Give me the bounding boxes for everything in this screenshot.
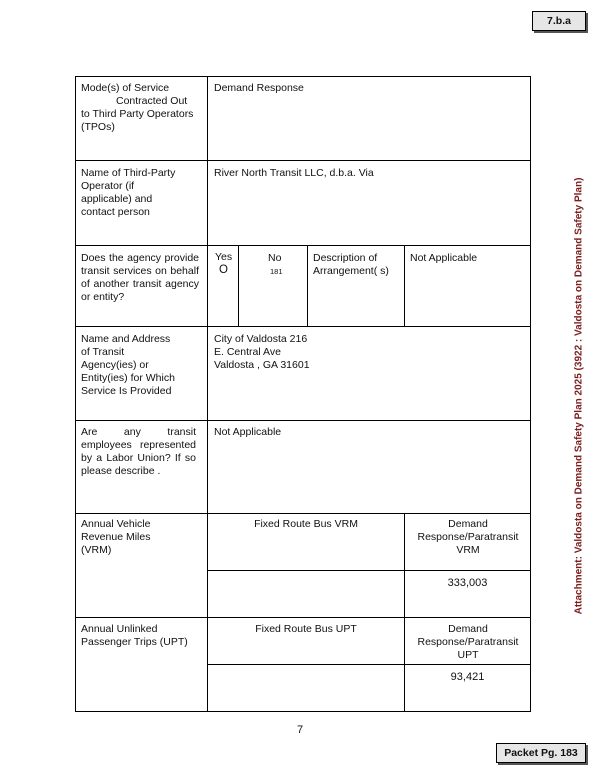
- yes-checkbox[interactable]: O: [219, 264, 228, 276]
- modes-label-line3: to Third Party Operators (TPOs): [81, 108, 194, 133]
- no-checkbox[interactable]: 181: [270, 267, 283, 276]
- upt-demand-value: 93,421: [450, 671, 485, 683]
- address-line1: City of Valdosta 216: [214, 333, 308, 345]
- row-divider: [75, 160, 531, 161]
- modes-label-line2: Contracted Out: [116, 95, 188, 107]
- vrm-fixed-header: Fixed Route Bus VRM: [254, 518, 358, 530]
- row-divider: [75, 420, 531, 421]
- upt-demand-header: Demand Response/Paratransit UPT: [417, 623, 519, 661]
- yes-label: Yes: [215, 251, 233, 263]
- table-border-right: [530, 76, 531, 712]
- row-divider: [207, 664, 531, 665]
- provide-label: Does the agency provide transit services on behalf of another transit agency or entity?: [81, 252, 199, 303]
- address-line3: Valdosta , GA 31601: [214, 359, 310, 371]
- table-border-bottom: [75, 711, 531, 712]
- modes-value: Demand Response: [214, 82, 304, 94]
- table-border-left: [75, 76, 76, 712]
- operator-label: Name of Third-Party Operator (if applicable) and contact person: [81, 167, 176, 218]
- union-value: Not Applicable: [214, 426, 282, 438]
- column-divider: [307, 245, 308, 327]
- upt-fixed-header: Fixed Route Bus UPT: [255, 623, 357, 635]
- no-label: No: [268, 252, 282, 264]
- column-divider: [404, 245, 405, 327]
- operator-value: River North Transit LLC, d.b.a. Via: [214, 167, 374, 179]
- description-label: Description of Arrangement( s): [313, 252, 389, 277]
- vrm-demand-value: 333,003: [447, 577, 488, 589]
- packet-page-tag: Packet Pg. 183: [496, 743, 586, 763]
- address-line2: E. Central Ave: [214, 346, 281, 358]
- row-divider: [75, 245, 531, 246]
- row-divider: [207, 570, 531, 571]
- address-label: Name and Address of Transit Agency(ies) or Entity(ies) for Which Service Is Provided: [81, 333, 175, 397]
- row-divider: [75, 326, 531, 327]
- page-number: 7: [296, 724, 304, 736]
- upt-label: Annual Unlinked Passenger Trips (UPT): [81, 623, 188, 648]
- modes-label-line1: Mode(s) of Service: [81, 82, 170, 94]
- column-divider: [207, 76, 208, 712]
- row-divider: [75, 617, 531, 618]
- attachment-tag: 7.b.a: [532, 11, 586, 31]
- address-value: [214, 333, 514, 372]
- vrm-label: Annual Vehicle Revenue Miles (VRM): [81, 518, 151, 556]
- side-note-text: Attachment: Valdosta on Demand Safety Plan 2025 (3922 : Valdosta on Demand Safety Plan): [573, 177, 585, 615]
- row-divider: [75, 513, 531, 514]
- vrm-demand-header: Demand Response/Paratransit VRM: [417, 518, 519, 556]
- description-value: Not Applicable: [410, 252, 478, 264]
- union-label: Are any transit employees represented by a Labor Union? If so please describe .: [81, 426, 196, 477]
- table-border-top: [75, 76, 531, 77]
- modes-label: [81, 82, 203, 134]
